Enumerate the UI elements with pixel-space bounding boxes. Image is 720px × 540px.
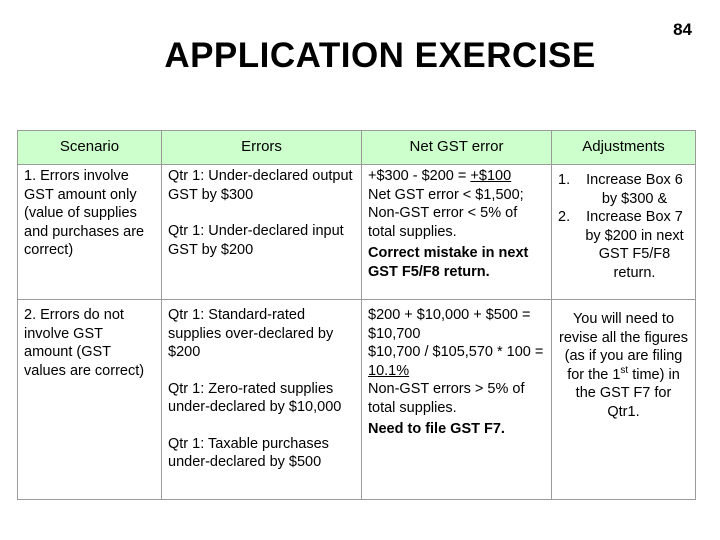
net-line: $200 + $10,000 + $500 = $10,700 [368, 307, 531, 342]
net-line: Net GST error < $1,500; [368, 186, 524, 203]
net-conclusion: Need to file GST F7. [368, 421, 505, 437]
list-text: Increase Box 6 by $300 & [586, 172, 683, 207]
error-item: Qtr 1: Zero-rated supplies under-declared by $10,000 [168, 380, 342, 415]
net-calc-expr: +$300 - $200 = [368, 168, 471, 184]
scenario-text: 1. Errors involve GST amount only (value of supplies and purchases are correct) [24, 168, 145, 258]
error-item: Qtr 1: Under-declared input GST by $200 [168, 223, 344, 258]
net-line [368, 343, 545, 380]
slide-title: APPLICATION EXERCISE [164, 36, 596, 75]
adjustment-text-a: You will need to revise all the figures (as if you are filing for the 1 [559, 311, 688, 383]
table-row [18, 300, 696, 500]
header-adjustments: Adjustments [552, 131, 696, 165]
adjustments-cell [552, 300, 696, 500]
header-net-gst-error: Net GST error [362, 131, 552, 165]
adjustments-list [558, 171, 689, 282]
scenario-text: 2. Errors do not involve GST amount (GST values are correct) [24, 307, 145, 379]
page-number: 84 [673, 20, 692, 39]
list-item [558, 208, 689, 282]
error-item: Qtr 1: Taxable purchases under-declared by $500 [168, 435, 329, 470]
error-item: Qtr 1: Standard-rated supplies over-declared by $200 [168, 307, 334, 360]
net-line: Non-GST errors > 5% of total supplies. [368, 381, 525, 416]
adjustment-text [558, 310, 689, 421]
errors-cell [162, 165, 362, 300]
exercise-table [17, 130, 696, 500]
list-number: 1. [558, 172, 571, 188]
list-item [558, 171, 689, 208]
net-calc-result: +$100 [470, 168, 512, 184]
net-line: Non-GST error < 5% of total supplies. [368, 205, 518, 240]
list-text: Increase Box 7 by $200 in next GST F5/F8 return. [585, 209, 684, 281]
net-gst-cell [362, 300, 552, 500]
net-calc-result: 10.1% [368, 362, 410, 379]
header-row [18, 131, 696, 165]
header-errors: Errors [162, 131, 362, 165]
net-calc [368, 167, 545, 186]
error-item: Qtr 1: Under-declared output GST by $300 [168, 168, 353, 203]
errors-cell [162, 300, 362, 500]
scenario-cell [18, 300, 162, 500]
header-scenario: Scenario [18, 131, 162, 165]
list-number: 2. [558, 209, 571, 225]
scenario-cell [18, 165, 162, 300]
adjustment-sup: st [620, 364, 629, 376]
net-calc-expr: $10,700 / $105,570 * 100 = [368, 344, 544, 360]
table-row [18, 165, 696, 300]
net-gst-cell [362, 165, 552, 300]
adjustments-cell [552, 165, 696, 300]
net-conclusion: Correct mistake in next GST F5/F8 return. [368, 245, 529, 280]
adjustment-text-b: time) in the GST F7 for Qtr1. [575, 366, 680, 420]
